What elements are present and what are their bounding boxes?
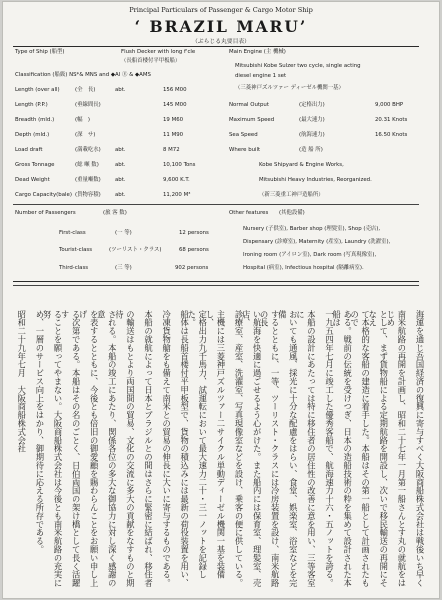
body-text-column: するとともに、一等、ツーリスト・クラスには冷房装置を設け、南米航路の長 [259, 310, 281, 588]
maximum-speed-value: 20.31 Knots [375, 117, 408, 123]
features-line-1: Nursery (子供室), Barber shop (理髪室), Shop (売店), [243, 226, 381, 232]
depth-jp: (深 サ) [75, 132, 96, 138]
body-text-column: を表するとともに、今後とも倍旧の御愛顧を賜わらんことをお願い申し上げ [78, 310, 100, 588]
main-engine-desc-2: diesel engine 1 set [235, 73, 287, 79]
gross-tonnage-value: 10,100 Tons [163, 162, 196, 168]
body-text-column: おいても通風、採光に十分な配慮をはらい、食堂、娯楽室、浴室などを完備 [277, 310, 299, 588]
mid-rule [13, 204, 419, 205]
body-text-column: る次第である。本船はその名のごとく、日伯両国の架け橋として長く活躍す [60, 310, 82, 588]
body-text-column: 船体は長船首楼付平甲板型で、貨物の積込みには最新の荷役装置を用い、 [179, 310, 190, 588]
body-text-column: される。本船の竣工にあたり、関係各位の多大な御協力に対し深く感謝の意 [96, 310, 118, 588]
breadth-jp: (幅 ) [75, 117, 90, 123]
sea-speed-jp: (航海速力) [299, 132, 325, 138]
passengers-heading-jp: (旅 客 数) [103, 210, 127, 216]
length-pp-jp: (垂線間長) [75, 102, 101, 108]
ship-name-japanese: （ぶらじる丸要目表） [192, 39, 250, 45]
body-text-column: い航海を快適に過ごせるよう心がけた。また船内には保育室、理髪室、売店、 [241, 310, 263, 588]
dead-weight-value: 9,600 K.T. [163, 177, 190, 183]
length-pp-value: 145 M00 [163, 102, 187, 108]
load-draft-jp: (満載吃水) [75, 147, 101, 153]
load-draft-abt: abt. [115, 147, 126, 153]
tourist-class-label: Tourist-class [59, 247, 93, 253]
breadth-value: 19 M60 [163, 117, 184, 123]
main-engine-label: Main Engine (主 機械) [229, 49, 286, 55]
where-built-label: Where built [229, 147, 261, 153]
gross-tonnage-jp: (総 噸 数) [75, 162, 99, 168]
depth-value: 11 M90 [163, 132, 184, 138]
body-text-column: として、まず貨物船による定期航路を開設し、次いで移民輸送の再開にそなえ [367, 310, 389, 588]
first-class-label: First-class [59, 230, 86, 236]
features-line-4: Hospital (病室), Infectious hospital (隔離病室). [243, 265, 364, 271]
load-draft-value: 8 M72 [163, 147, 180, 153]
body-text-column: 冷凍貨物艙をも備えて南米との貿易の伸長に大いに寄与するものである。 [161, 310, 172, 588]
cargo-capacity-abt: abt. [115, 192, 126, 198]
length-overall-label: Length (over all) [15, 87, 60, 93]
ship-type-label: Type of Ship (船型) [15, 49, 65, 55]
features-line-2: Dispensary (診療室), Maternity (産室), Laundry (洗濯室), [243, 239, 391, 245]
length-overall-abt: abt. [115, 87, 126, 93]
maximum-speed-label: Maximum Speed [229, 117, 275, 123]
body-text-column: ることを願ってやまない。大阪商船株式会社は今後とも南米航路の充実に努 [41, 310, 63, 588]
main-engine-desc-1: Mitsubishi Kobe Sulzer two cycle, single acting [235, 63, 361, 69]
features-heading-jp: (其他設備) [279, 210, 305, 216]
gross-tonnage-abt: abt. [115, 162, 126, 168]
third-class-jp: (三 等) [115, 265, 132, 271]
body-text-column: 南米航路の再開を計画し、昭和二十七年一月第一船さんとす丸の就航をはじめ [385, 310, 407, 588]
tourist-class-value: 68 persons [179, 247, 209, 253]
japanese-body-text [11, 310, 429, 594]
builder-line-1: Kobe Shipyard & Engine Works, [259, 162, 344, 168]
body-text-column: 定格出力九千馬力、試運転において最大速力二十・三一ノットを記録した。 [186, 310, 208, 579]
dead-weight-abt: abt. [115, 177, 126, 183]
ship-type-value-jp: （長船首楼付平甲板船） [121, 58, 181, 64]
breadth-label: Breadth (mld.) [15, 117, 55, 123]
bottom-rule [13, 281, 419, 282]
body-text-column: て本格的な客船の建造に着手した。本船はその第一船として計画されたもので [349, 310, 371, 588]
ship-type-value: Flush Decker with long f'cle [121, 49, 196, 55]
body-text-column: 昭和二十九年七月 大阪商船株式会社 [16, 310, 27, 453]
main-engine-desc-jp: （三菱神戸ズルツァー ディーゼル機関一基） [235, 85, 344, 91]
builder-line-2: Mitsubishi Heavy Industries, Reorganized. [259, 177, 372, 183]
normal-output-value: 9,000 BHP [375, 102, 404, 108]
bottom-rule-2 [13, 285, 419, 286]
body-text-column: 一九五四年七月に竣工した優秀客船で、航海速力十六・五ノットを誇る。 [324, 310, 335, 588]
first-class-value: 12 persons [179, 230, 209, 236]
body-text-column: 本船の就航によって日本とブラジルとの間はさらに緊密に結ばれ、移住者 [143, 310, 154, 588]
tourist-class-jp: (ツーリスト・クラス) [109, 247, 162, 253]
classification-label: Classification (船級) NS*& MNS and ◆AI Ⓔ & ◆AMS [15, 72, 151, 78]
body-text-column: の輸送はもとより両国間の貿易、文化の交流に多大の貢献をなすものと期待 [114, 310, 136, 588]
cargo-capacity-jp: (貨物容積) [75, 192, 101, 198]
gross-tonnage-label: Gross Tonnage [15, 162, 55, 168]
third-class-label: Third-class [59, 265, 89, 271]
body-text-column: ある。戦前の伝統を受けつぎ、日本の造船技術の粋を集めて設計された本船は [331, 310, 353, 588]
ship-name-title: ‘ BRAZIL MARU’ [134, 17, 308, 36]
length-pp-label: Length (P.P.) [15, 102, 48, 108]
body-text-column: め、一層のサービス向上をはかり、御期待に応える所存である。 [34, 310, 45, 554]
dead-weight-label: Dead Weight [15, 177, 50, 183]
features-line-3: Ironing room (アイロン室), Dark room (写真現像室), [243, 252, 377, 258]
where-built-jp: (造 船 所) [299, 147, 323, 153]
header-subtitle: Principal Particulars of Passenger & Cargo Motor Ship [129, 6, 313, 14]
normal-output-label: Normal Output [229, 102, 269, 108]
dead-weight-jp: (重量噸数) [75, 177, 101, 183]
normal-output-jp: (定格出力) [299, 102, 325, 108]
length-overall-jp: (全 長) [75, 87, 96, 93]
body-text-column: 本船の設計にあたっては特に移住者の居住性の改善に意を用い、三等客室に [295, 310, 317, 588]
sea-speed-label: Sea Speed [229, 132, 258, 138]
body-text-column: 主機には三菱神戸ズルツァー二サイクル単動ディーゼル機関一基を装備し、 [204, 310, 226, 579]
third-class-value: 902 persons [175, 265, 209, 271]
length-overall-value: 156 M00 [163, 87, 187, 93]
cargo-capacity-label: Cargo Capacity(bale) [15, 192, 72, 198]
passengers-heading: Number of Passengers [15, 210, 76, 216]
cargo-capacity-value: 11,200 M³ [163, 192, 191, 198]
features-heading: Other features [229, 210, 269, 216]
body-text-column: 診療室、産室、洗濯室、写真現像室などを設け、乗客の便に供している。 [233, 310, 244, 588]
builder-line-jp: （新三菱重工神戸造船所） [259, 192, 324, 198]
first-class-jp: (一 等) [115, 230, 132, 236]
header-rule [13, 46, 419, 47]
maximum-speed-jp: (最大速力) [299, 117, 325, 123]
body-text-column: 海運を通じ吾国経済の復興に寄与すべく大阪商船株式会社は戦後いち早く [414, 310, 425, 588]
specification-sheet [3, 2, 439, 598]
depth-label: Depth (mld.) [15, 132, 50, 138]
sea-speed-value: 16.50 Knots [375, 132, 408, 138]
load-draft-label: Load draft [15, 147, 43, 153]
